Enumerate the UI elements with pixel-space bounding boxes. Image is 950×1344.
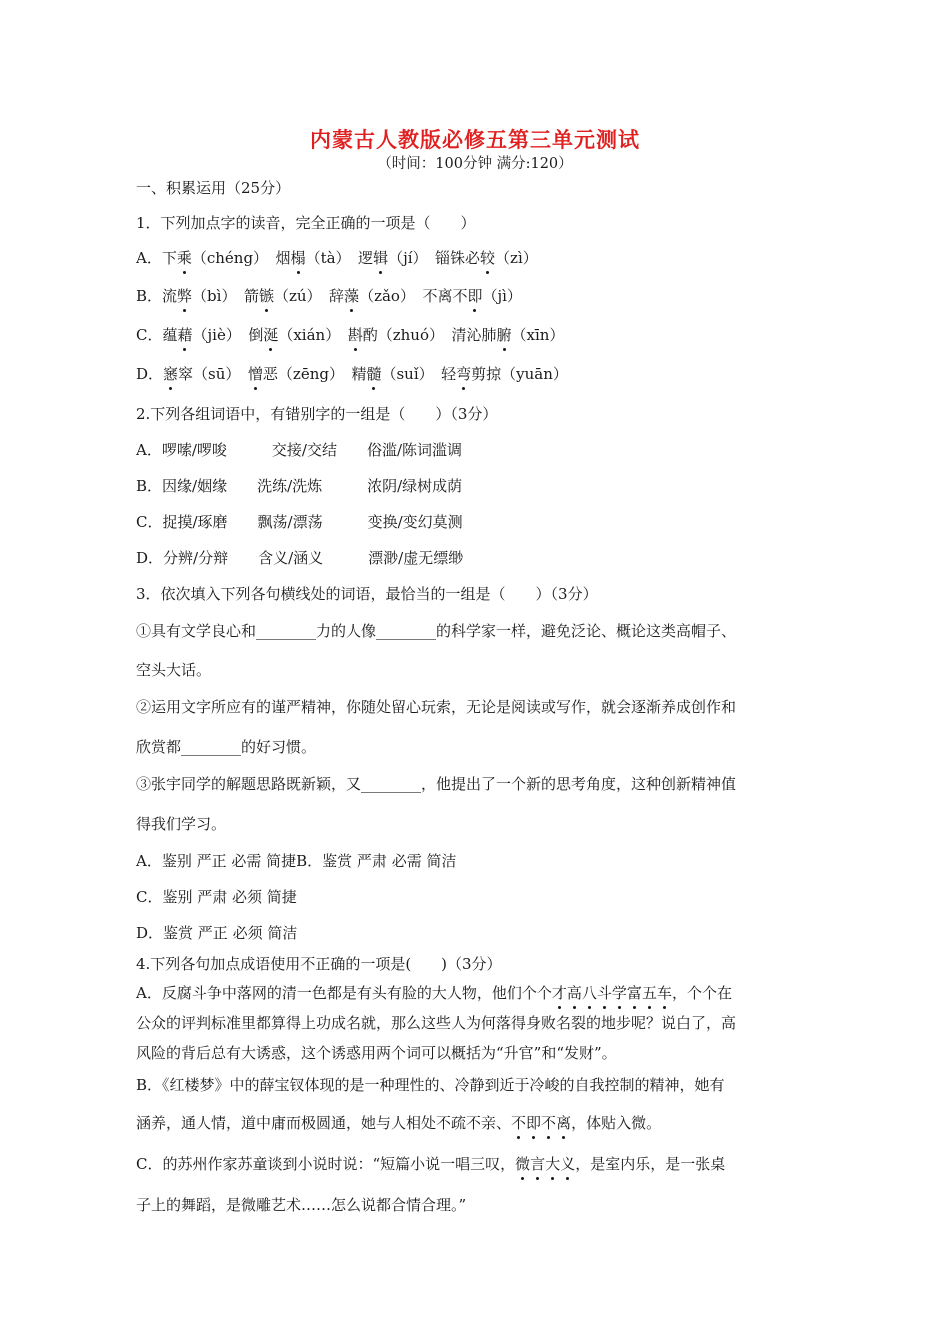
page-title: 内蒙古人教版必修五第三单元测试 [310, 128, 640, 152]
section-heading: 一、积累运用（25分） [136, 179, 291, 197]
q4-option-a-line3: 风险的背后总有大诱惑，这个诱惑用两个词可以概括为“升官”和“发财”。 [136, 1044, 617, 1062]
q3-option-c: C．鉴别 严肃 必须 简捷 [136, 888, 297, 906]
q3-sentence-2-cont: 欣赏都________的好习惯。 [136, 738, 317, 756]
q3-sentence-3-cont: 得我们学习。 [136, 815, 227, 833]
q4-option-b-line2: 涵养，通人情，道中庸而极圆通，她与人相处不疏不亲、不即不离，体贴入微。 [136, 1114, 662, 1132]
q1-option-a: A．下乘（chéng） 烟榻（tà） 逻辑（jí） 锱铢必较（zì） [136, 249, 538, 267]
q4-option-c-line2: 子上的舞蹈，是微雕艺术……怎么说都合情合理。” [136, 1196, 467, 1214]
q3-sentence-1: ①具有文学良心和________力的人像________的科学家一样，避免泛论、概论这类高帽子、 [136, 622, 737, 640]
q1-option-b: B．流弊（bì） 箭镞（zú） 辞藻（zǎo） 不离不即（jì） [136, 287, 522, 305]
page-subtitle: （时间：100分钟 满分:120） [377, 156, 573, 172]
q1-stem: 1．下列加点字的读音，完全正确的一项是（ ） [136, 214, 476, 232]
q3-option-ab: A．鉴别 严正 必需 简捷B．鉴赏 严肃 必需 简洁 [136, 852, 457, 870]
q3-stem: 3．依次填入下列各句横线处的词语，最恰当的一组是（ ）（3分） [136, 585, 598, 603]
q4-stem: 4.下列各句加点成语使用不正确的一项是( )（3分） [136, 955, 502, 973]
q3-sentence-3: ③张宇同学的解题思路既新颖，又________，他提出了一个新的思考角度，这种创新精神值 [136, 775, 737, 793]
q4-option-a: A．反腐斗争中落网的清一色都是有头有脸的大人物，他们个个才高八斗学富五车，个个在 [136, 984, 732, 1002]
q4-option-c: C．的苏州作家苏童谈到小说时说：“短篇小说一唱三叹，微言大义，是室内乐，是一张桌 [136, 1155, 726, 1173]
q2-option-a: A．啰嗦/啰唆 交接/交结 俗滥/陈词滥调 [136, 441, 462, 459]
q1-option-c: C．蕴藉（jiè） 倒涎（xián） 斟酌（zhuó） 清沁肺腑（xīn） [136, 326, 565, 344]
q2-stem: 2.下列各组词语中，有错别字的一组是（ ）（3分） [136, 405, 498, 423]
q2-option-c: C．捉摸/琢磨 飘荡/漂荡 变换/变幻莫测 [136, 513, 463, 531]
q3-sentence-1-cont: 空头大话。 [136, 661, 212, 679]
q4-option-a-line2: 公众的评判标准里都算得上功成名就，那么这些人为何落得身败名裂的地步呢？说白了，高 [136, 1014, 737, 1032]
q3-sentence-2: ②运用文字所应有的谨严精神，你随处留心玩索，无论是阅读或写作，就会逐渐养成创作和 [136, 698, 737, 716]
q2-option-b: B．因缘/姻缘 洗练/洗炼 浓阴/绿树成荫 [136, 477, 463, 495]
q1-option-d: D．窸窣（sū） 憎恶（zēng） 精髓（suǐ） 轻弯剪掠（yuān） [136, 365, 568, 383]
q3-option-d: D．鉴赏 严正 必须 简洁 [136, 924, 298, 942]
q4-option-b: B．《红楼梦》中的薛宝钗体现的是一种理性的、冷静到近于冷峻的自我控制的精神，她有 [136, 1076, 725, 1094]
q2-option-d: D．分辨/分辩 含义/涵义 漂渺/虚无缥缈 [136, 549, 464, 567]
